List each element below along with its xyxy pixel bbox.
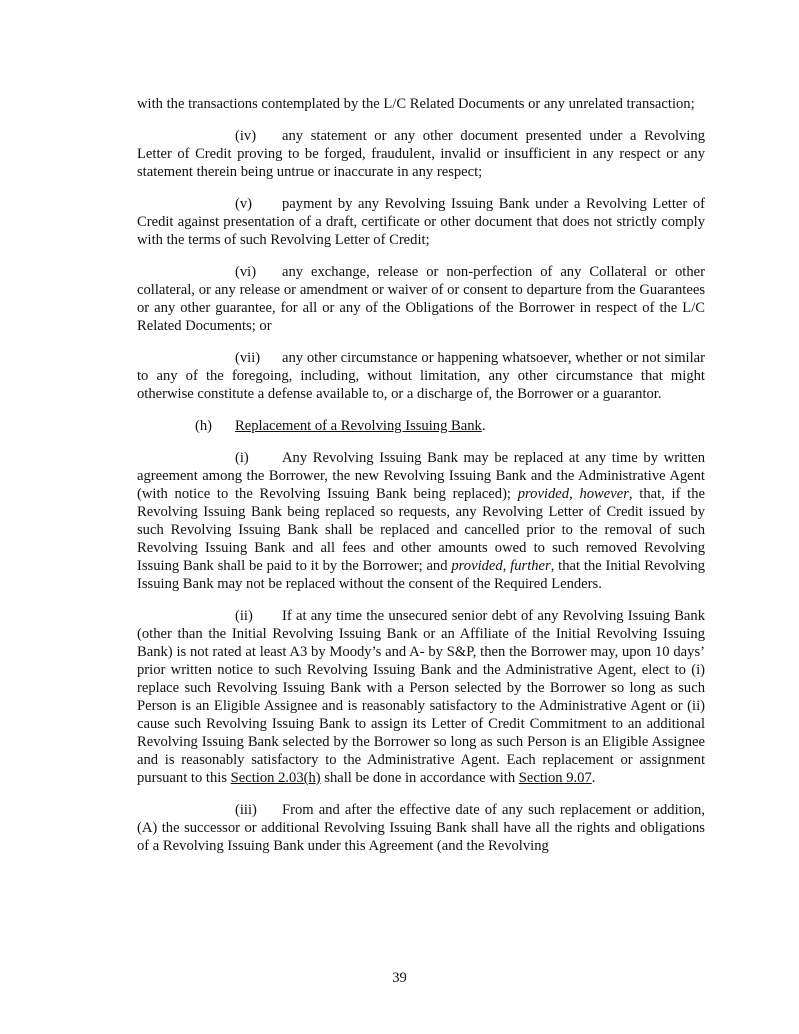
clause-text: . — [591, 770, 596, 786]
section-number: (h) — [195, 418, 213, 434]
clause-text: any exchange, release or non-perfection of any Collateral or other collateral, or any release or amendment or waiver of or consent to departure from the Guarantees or any other guarantee, for all or any of the Obligations of the Borrower in respect of the L/C Related Documents; or — [137, 264, 705, 334]
clause-v — [137, 195, 705, 249]
clause-text: If at any time the unsecured senior debt of any Revolving Issuing Bank (other than the Initial Revolving Issuing Bank or an Affiliate of the Initial Revolving Issuing Bank) is not rated at least A3 by Moody’s and A- by S&P, then the Borrower may, upon 10 days’ prior written notice to such Revolving Issuing Bank and the Administrative Agent, elect to (i) replace such Revolving Issuing Bank with a Person selected by the Borrower so long as such Person is an Eligible Assignee and is reasonably satisfactory to the Administrative Agent or (ii) cause such Revolving Issuing Bank to assign its Letter of Credit Commitment to an additional Revolving Issuing Bank selected by the Borrower so long as such Person is an Eligible Assignee and is reasonably satisfactory to the Administrative Agent. Each replacement or assignment pursuant to this — [137, 608, 705, 786]
clause-text: , that the Initial Revolving Issuing Bank may not be replaced without the consent of the Required Lenders. — [137, 558, 706, 592]
clause-number: (vi) — [235, 264, 257, 280]
document-body — [137, 95, 705, 869]
clause-text: payment by any Revolving Issuing Bank under a Revolving Letter of Credit against presentation of a draft, certificate or other document that does not strictly comply with the terms of such Revolving Letter of Credit; — [137, 196, 705, 248]
clause-h-i — [137, 449, 705, 593]
clause-h-iii — [137, 801, 705, 855]
clause-text: , — [502, 558, 511, 574]
clause-iv — [137, 127, 705, 181]
clause-text: Any Revolving Issuing Bank may be replaced at any time by written agreement among the Borrower, the new Revolving Issuing Bank and the Administrative Agent (with notice to the Revolving Issuing Bank being replaced); — [137, 450, 705, 502]
clause-number: (i) — [235, 450, 249, 466]
italic-term: provided — [451, 558, 503, 574]
section-title: Replacement of a Revolving Issuing Bank — [235, 418, 482, 434]
page-number: 39 — [392, 970, 407, 986]
clause-number: (ii) — [235, 608, 253, 624]
clause-number: (v) — [235, 196, 253, 212]
paragraph-continuation: with the transactions contemplated by the L/C Related Documents or any unrelated transaction; — [137, 96, 695, 112]
clause-h-ii — [137, 607, 705, 787]
section-reference: Section 9.07 — [518, 770, 592, 786]
section-heading-h — [137, 417, 705, 435]
section-title-period: . — [481, 418, 486, 434]
clause-number: (iv) — [235, 128, 257, 144]
italic-term: provided — [517, 486, 570, 502]
clause-text: shall be done in accordance with — [320, 770, 519, 786]
italic-term: however — [579, 486, 629, 502]
clause-number: (iii) — [235, 802, 257, 818]
italic-term: further — [510, 558, 551, 574]
clause-text: , that, if the Revolving Issuing Bank being replaced so requests, any Revolving Letter of Credit issued by such Revolving Issuing Bank shall be replaced and cancelled prior to the removal of such Revolving Issuing Bank and all fees and other amounts owed to such removed Revolving Issuing Bank shall be paid to it by the Borrower; and — [137, 486, 705, 574]
clause-text: any statement or any other document presented under a Revolving Letter of Credit proving to be forged, fraudulent, invalid or insufficient in any respect or any statement therein being untrue or inaccurate in any respect; — [137, 128, 705, 180]
clause-vi — [137, 263, 705, 335]
clause-vii — [137, 349, 705, 403]
clause-text: any other circumstance or happening whatsoever, whether or not similar to any of the foregoing, including, without limitation, any other circumstance that might otherwise constitute a defense available to, or a discharge of, the Borrower or a guarantor. — [137, 350, 705, 402]
clause-text: , — [569, 486, 580, 502]
clause-number: (vii) — [235, 350, 261, 366]
section-reference: Section 2.03(h) — [230, 770, 321, 786]
clause-text: From and after the effective date of any such replacement or addition, (A) the successor or additional Revolving Issuing Bank shall have all the rights and obligations of a Revolving Issuing Bank under this Agreement (and the Revolving — [137, 802, 705, 854]
